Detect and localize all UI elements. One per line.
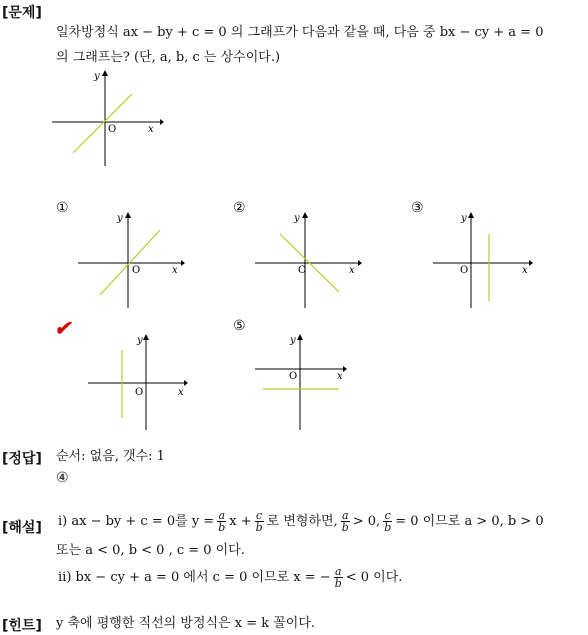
explanation-text: ⅱ) bx − cy + a = 0 에서 c = 0 이므로 x = − <box>58 569 331 585</box>
y-label: y <box>117 213 123 224</box>
y-label: y <box>461 213 467 224</box>
y-axis-arrow <box>102 70 108 76</box>
question-line-1: 일차방정식 ax − by + c = 0 의 그래프가 다음과 같을 때, 다음 중 bx − cy + a = 0 <box>56 25 544 40</box>
x-axis-arrow <box>343 366 347 372</box>
x-label: x <box>522 265 528 276</box>
x-label: x <box>148 124 154 135</box>
origin-label: O <box>289 371 298 382</box>
y-axis-arrow <box>143 334 149 340</box>
question-line-2: 의 그래프는? (단, a, b, c 는 상수이다.) <box>56 50 281 65</box>
choice-1-mark[interactable]: ① <box>56 200 69 216</box>
choice-4-graph <box>88 334 194 430</box>
x-label: x <box>172 265 178 276</box>
answer-line-2: ④ <box>56 470 69 486</box>
choice-5-mark[interactable]: ⑤ <box>233 318 246 334</box>
choice-3-mark[interactable]: ③ <box>411 200 424 216</box>
explanation-text: x + <box>229 513 252 529</box>
x-label: x <box>337 371 343 382</box>
fraction: $\frac{a}{b}$ <box>341 509 349 534</box>
origin-label: O <box>460 265 469 276</box>
x-axis-arrow <box>184 380 188 386</box>
choice-1-graph <box>78 212 186 308</box>
x-axis-arrow <box>181 260 185 266</box>
x-axis-arrow <box>160 119 164 125</box>
explanation-line-2: 또는 a < 0, b < 0 , c = 0 이다. <box>56 543 245 558</box>
explanation-text: > 0, <box>352 513 381 529</box>
origin-label: O <box>298 265 307 276</box>
x-label: x <box>349 265 355 276</box>
explanation-text: = 0 이므로 a > 0, b > 0 <box>395 513 544 529</box>
y-label: y <box>294 213 300 224</box>
explanation-label: [해설] <box>2 520 42 536</box>
y-axis-arrow <box>297 334 303 340</box>
origin-label: O <box>135 387 144 398</box>
choice-2-mark[interactable]: ② <box>233 200 246 216</box>
explanation-text: < 0 이다. <box>345 569 403 585</box>
given-graph <box>52 70 164 170</box>
hint-label: [힌트] <box>2 618 42 634</box>
fraction: $\frac{a}{b}$ <box>334 565 342 590</box>
problem-label: [문제] <box>2 5 42 21</box>
choice-5-graph <box>255 334 355 430</box>
y-axis-arrow <box>468 212 474 218</box>
fraction: $\frac{c}{b}$ <box>384 509 392 534</box>
graph-line <box>73 94 132 153</box>
explanation-line-1 <box>58 510 544 533</box>
answer-label: [정답] <box>2 451 42 467</box>
y-label: y <box>290 335 296 346</box>
fraction: $\frac{c}{b}$ <box>255 509 263 534</box>
y-label: y <box>137 335 143 346</box>
hint-text: y 축에 평행한 직선의 방정식은 x = k 꼴이다. <box>56 616 316 631</box>
y-axis-arrow <box>302 212 308 218</box>
explanation-text: ⅰ) ax − by + c = 0를 y = <box>58 513 215 529</box>
fraction: $\frac{a}{b}$ <box>218 509 226 534</box>
correct-check-icon[interactable]: ✔ <box>54 316 71 340</box>
x-label: x <box>178 387 184 398</box>
x-axis-arrow <box>358 260 362 266</box>
y-axis-arrow <box>125 212 131 218</box>
x-axis-arrow <box>529 260 533 266</box>
y-label: y <box>94 71 100 82</box>
explanation-text: 로 변형하면, <box>266 513 338 529</box>
origin-label: O <box>108 124 117 135</box>
explanation-line-3 <box>58 566 402 589</box>
choice-3-graph <box>433 212 541 308</box>
origin-label: O <box>132 265 141 276</box>
choice-2-graph <box>255 212 363 308</box>
answer-line-1: 순서: 없음, 갯수: 1 <box>56 449 165 464</box>
